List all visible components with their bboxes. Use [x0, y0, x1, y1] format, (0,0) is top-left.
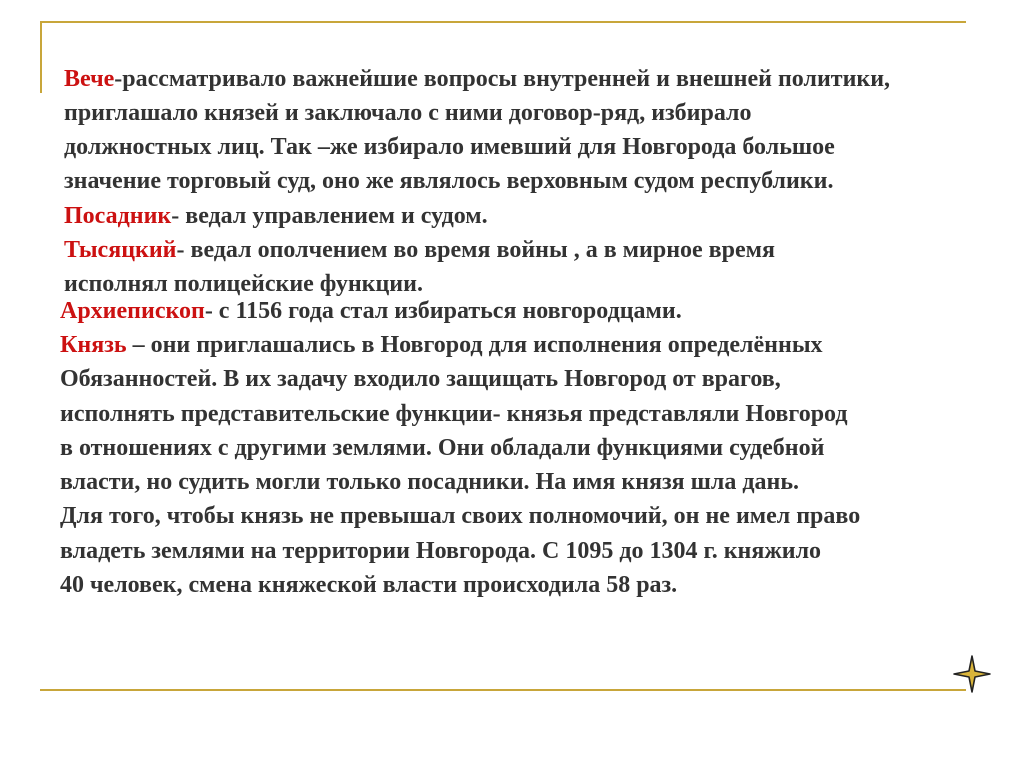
knyaz-line-5: власти, но судить могли только посадники. На имя князя шла дань.	[60, 469, 800, 495]
veche-line-2: приглашало князей и заключало с ними договор-ряд, избирало	[64, 100, 752, 126]
veche-line-1: Вече-рассматривало важнейшие вопросы внутренней и внешней политики,	[64, 66, 891, 92]
term-tysyatsky: Тысяцкий	[64, 237, 177, 263]
term-veche: Вече	[64, 66, 115, 92]
term-arkhiepiskop: Архиепископ	[60, 298, 205, 324]
arkhiepiskop-line: Архиепископ- с 1156 года стал избираться новгородцами.	[60, 298, 682, 324]
tysyatsky-line-2: исполнял полицейские функции.	[64, 271, 423, 297]
knyaz-line-7: владеть землями на территории Новгорода. С 1095 до 1304 г. княжило	[60, 538, 822, 564]
knyaz-line-6: Для того, чтобы князь не превышал своих полномочий, он не имел право	[60, 503, 861, 529]
knyaz-line-1: Князь – они приглашались в Новгород для исполнения определённых	[60, 332, 823, 358]
veche-line-4: значение торговый суд, оно же являлось верховным судом республики.	[64, 168, 834, 194]
veche-line-3: должностных лиц. Так –же избирало имевший для Новгорода большое	[64, 134, 835, 160]
knyaz-line-8: 40 человек, смена княжеской власти происходила 58 раз.	[60, 572, 678, 598]
tysyatsky-line-1: Тысяцкий- ведал ополчением во время войны , а в мирное время	[64, 237, 775, 263]
knyaz-line-2: Обязанностей. В их задачу входило защищать Новгород от врагов,	[60, 366, 781, 392]
knyaz-line-4: в отношениях с другими землями. Они обладали функциями судебной	[60, 435, 825, 461]
term-knyaz: Князь	[60, 332, 127, 358]
term-posadnik: Посадник	[64, 203, 172, 229]
posadnik-line: Посадник- ведал управлением и судом.	[64, 203, 488, 229]
knyaz-line-3: исполнять представительские функции- князья представляли Новгород	[60, 401, 848, 427]
